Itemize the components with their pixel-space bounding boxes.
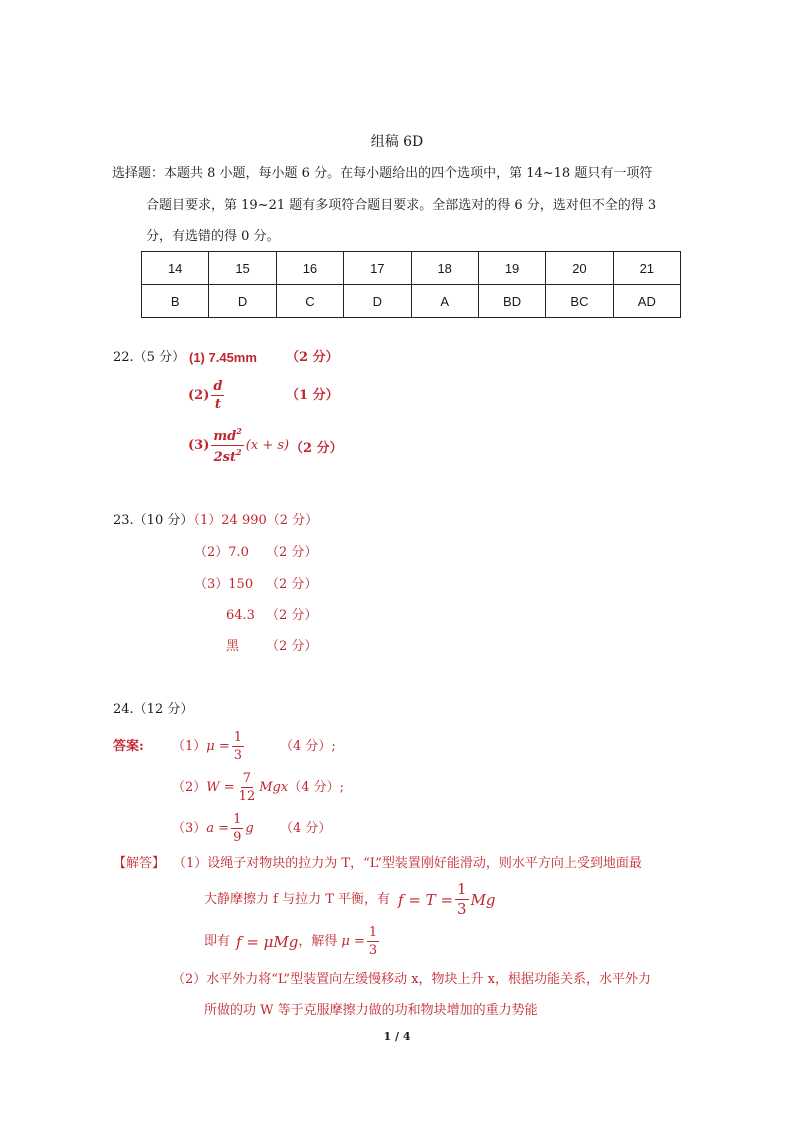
solution-fraction — [455, 882, 469, 917]
q22-part2 — [188, 380, 226, 411]
q22-part2-fraction — [211, 380, 224, 411]
q23-answer-5-score: （2 分） — [266, 639, 318, 654]
table-cell: 15 — [209, 252, 276, 285]
q24-solution-line-4: （2）水平外力将“L”型装置向左缓慢移动 x，物块上升 x，根据功能关系，水平外力 — [172, 972, 652, 987]
q24-answer-2-score: （4 分）; — [288, 779, 344, 795]
intro-line-3: 分，有选错的得 0 分。 — [146, 229, 280, 244]
solution-text: 即有 — [204, 933, 231, 949]
q23-answer-4-score: （2 分） — [266, 608, 318, 623]
table-cell: D — [344, 285, 411, 318]
table-cell: 21 — [613, 252, 680, 285]
q24-answer-3-score: （4 分） — [280, 821, 332, 836]
q24-answer-2-label: （2） — [172, 779, 207, 795]
table-cell: 19 — [478, 252, 545, 285]
q23-answer-2-score: （2 分） — [266, 545, 318, 560]
intro-line-1: 选择题：本题共 8 小题，每小题 6 分。在每小题给出的四个选项中，第 14~18 题只有一项符 — [112, 166, 653, 181]
table-cell: B — [142, 285, 209, 318]
fraction-numerator: 1 — [457, 880, 467, 898]
q24-answer-2-lhs: W = — [206, 779, 235, 795]
answer-table — [141, 251, 681, 318]
fraction-denominator: 3 — [368, 943, 378, 958]
q22-part3-score: （2 分） — [290, 441, 343, 456]
q24-answer-3-label: （3） — [172, 820, 207, 836]
fraction-numerator: 7 — [242, 771, 252, 786]
q24-answer-1-fraction — [232, 731, 244, 762]
table-cell: 20 — [546, 252, 613, 285]
solution-tail: Mg — [470, 890, 496, 909]
q24-solution-line-1: （1）设绳子对物块的拉力为 T，“L”型装置刚好能滑动，则水平方向上受到地面最 — [173, 856, 642, 871]
fraction-denominator: 3 — [457, 900, 467, 918]
fraction-denominator: 9 — [233, 830, 242, 845]
q22-part3-tail: (x + s) — [245, 437, 290, 453]
table-cell: 17 — [344, 252, 411, 285]
q24-answer-3-lhs: a = — [206, 820, 230, 836]
q24-answer-1-lhs: μ = — [206, 738, 230, 754]
q24-solution-line-2 — [204, 882, 496, 917]
table-cell: 14 — [142, 252, 209, 285]
q22-part3 — [188, 427, 289, 464]
q24-answer-1 — [172, 731, 246, 762]
fraction-denominator: 3 — [233, 748, 243, 763]
q24-solution-line-5: 所做的功 W 等于克服摩擦力做的功和物块增加的重力势能 — [204, 1003, 538, 1018]
q23-label: 23.（10 分） — [113, 513, 194, 528]
q22-part2-score: （1 分） — [286, 388, 339, 403]
q24-answer-2-fraction — [237, 772, 258, 803]
q24-label: 24.（12 分） — [113, 702, 194, 717]
q22-part1-score: （2 分） — [286, 350, 339, 365]
q24-answer-1-score: （4 分）; — [280, 739, 336, 754]
q22-part1: (1) 7.45mm — [189, 350, 257, 365]
table-cell: BD — [478, 285, 545, 318]
solution-equation: f = μMg — [236, 932, 299, 951]
q24-answer-1-label: （1） — [172, 738, 207, 754]
solution-equation: f = T = — [398, 890, 454, 909]
fraction-denominator: $2st^2$ — [213, 447, 242, 465]
solution-fraction — [367, 926, 379, 957]
q24-answer-3 — [172, 813, 254, 844]
fraction-denominator: 12 — [238, 789, 256, 804]
q23-answer-3-score: （2 分） — [266, 577, 318, 592]
solution-text: 大静摩擦力 f 与拉力 T 平衡，有 — [204, 891, 391, 907]
fraction-numerator: 1 — [233, 812, 242, 827]
q24-solution-label: 【解答】 — [113, 856, 166, 871]
q23-answer-2: （2）7.0 — [194, 545, 249, 560]
table-cell: 16 — [276, 252, 343, 285]
page-title: 组稿 6D — [370, 134, 424, 150]
q23-answer-5: 黑 — [226, 639, 240, 654]
table-cell: C — [276, 285, 343, 318]
fraction-numerator: 1 — [368, 925, 378, 940]
q23-answer-1: （1）24 990（2 分） — [187, 513, 319, 528]
q24-answer-2-tail: Mgx — [259, 779, 289, 795]
fraction-numerator: 1 — [233, 730, 243, 745]
fraction-numerator: $md^2$ — [213, 426, 242, 444]
q22-part3-fraction — [211, 427, 243, 464]
q22-part3-label: (3) — [188, 437, 210, 453]
table-row-answers — [142, 285, 681, 318]
q23-answer-4: 64.3 — [226, 608, 255, 623]
table-cell: AD — [613, 285, 680, 318]
fraction-denominator: t — [214, 397, 221, 412]
q22-part2-label: (2) — [188, 387, 210, 403]
q24-answer-3-tail: g — [245, 820, 254, 836]
table-cell: D — [209, 285, 276, 318]
q22-label: 22.（5 分） — [113, 350, 186, 365]
solution-text-mid: ，解得 — [298, 933, 338, 949]
table-row-numbers — [142, 252, 681, 285]
q24-answer-label: 答案: — [113, 739, 144, 754]
fraction-numerator: d — [213, 379, 223, 394]
numerator-text: md — [213, 429, 237, 444]
q24-answer-3-fraction — [231, 813, 243, 844]
solution-lhs: μ = — [341, 933, 365, 949]
table-cell: A — [411, 285, 478, 318]
page-number: 1 / 4 — [383, 1030, 411, 1043]
table-cell: BC — [546, 285, 613, 318]
q24-solution-line-3 — [204, 926, 381, 957]
intro-line-2: 合题目要求，第 19~21 题有多项符合题目要求。全部选对的得 6 分，选对但不全的得 3 — [146, 198, 657, 213]
q24-answer-2 — [172, 772, 344, 803]
table-cell: 18 — [411, 252, 478, 285]
denominator-text: 2st — [213, 450, 236, 465]
q23-answer-3: （3）150 — [194, 577, 254, 592]
